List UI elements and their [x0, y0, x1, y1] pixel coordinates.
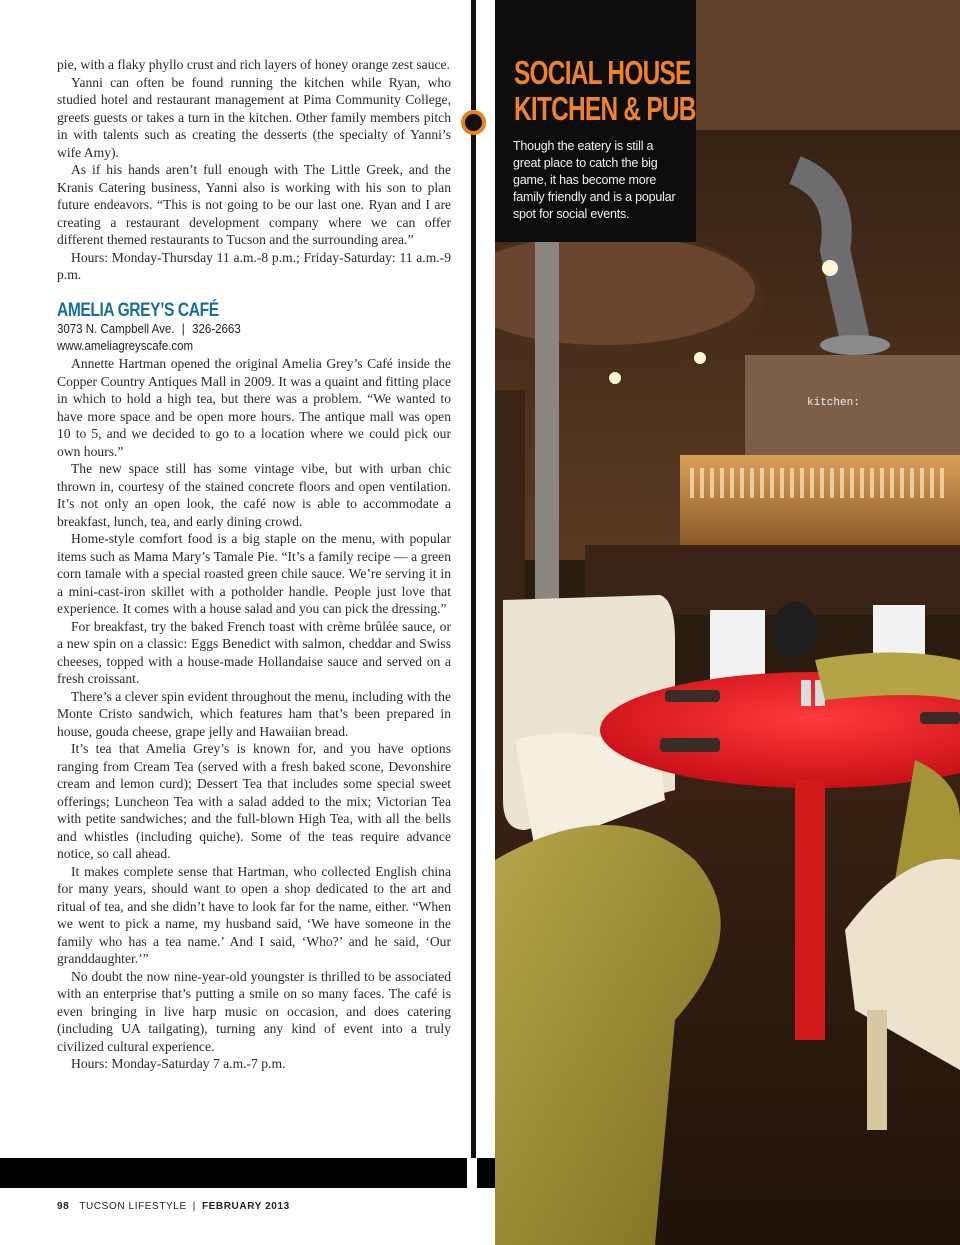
caption-title-line: SOCIAL HOUSE — [514, 54, 691, 91]
timeline-line — [471, 0, 476, 110]
article-paragraph: Home-style comfort food is a big staple on the menu, with popular items such as Mama Mary’s Tamale Pie. “It’s a family recipe — a green corn tamale with a special roasted green chile sauce. We’re serving it in a mini-cast-iron skillet with a potholder handle. People just love that experience. It comes with a house salad and you can pick the dressing.” — [57, 531, 451, 616]
contact-line — [57, 321, 419, 338]
article-column — [57, 56, 451, 1073]
article-paragraph: Annette Hartman opened the original Amelia Grey’s Café inside the Copper Country Antiques Mall in 2009. It was a quaint and fitting place in which to hold a high tea, but there was a problem. “We wanted to have more space and be open more hours. The antique mall was open 10 to 5, and we decided to go to a location where we could pick our own hours.” — [57, 356, 451, 459]
article-paragraph: Hours: Monday-Saturday 7 a.m.-7 p.m. — [71, 1056, 286, 1071]
caption-title — [514, 54, 696, 127]
caption-text: Though the eatery is still a great place to catch the big game, it has become more family friendly and is a popular spot for social events. — [513, 139, 676, 221]
article-paragraph: It’s tea that Amelia Grey’s is known for, and you have options ranging from Cream Tea (served with a fresh baked scone, Devonshire cream and lemon curd); Dessert Tea that includes some special sweet offerings; Luncheon Tea with a salad added to the mix; Victorian Tea with petite sandwiches; and the full-blown High Tea, with all the bells and whistles (including quiche). Some of the teas require advance notice, so call ahead. — [57, 741, 451, 861]
article-paragraph: For breakfast, try the baked French toast with crème brûlée sauce, or a new spin on a classic: Eggs Benedict with salmon, cheddar and Swiss cheeses, topped with a house-made Hollandaise sauce and served on a fresh croissant. — [57, 618, 451, 686]
article-paragraph: Hours: Monday-Thursday 11 a.m.-8 p.m.; Friday-Saturday: 11 a.m.-9 p.m. — [57, 249, 451, 282]
bottom-bar-stub — [477, 1158, 495, 1188]
address: 3073 N. Campbell Ave. — [57, 322, 175, 336]
timeline-line — [471, 122, 476, 1158]
article-paragraph: Yanni can often be found running the kitchen while Ryan, who studied hotel and restaurant management at Pima Community College, greets guests or takes a turn in the kitchen. Other family members pitch in with talents such as creating the desserts (the specialty of Yanni’s wife Amy). — [57, 74, 451, 160]
page-footer — [57, 1201, 290, 1212]
section-heading: AMELIA GREY’S CAFÉ — [57, 299, 219, 321]
separator: | — [192, 1201, 196, 1212]
article-paragraph: It makes complete sense that Hartman, who collected English china for many years, should want to open a shop dedicated to the art and ritual of tea, and she didn’t have to look far for the name, either. “When we went to pick a name, my husband said, ‘We have someone in the family who has a tea name.’ And I said, ‘Who?’ and he said, ‘Our granddaughter.’” — [57, 863, 451, 966]
separator: | — [181, 322, 185, 336]
timeline-dot-icon — [461, 110, 486, 135]
magazine-name: TUCSON LIFESTYLE — [79, 1201, 187, 1212]
bottom-bar — [0, 1158, 467, 1188]
caption-title-line: KITCHEN & PUB — [514, 90, 696, 127]
kitchen-wall-text: kitchen: — [807, 397, 860, 409]
article-paragraph: There’s a clever spin evident throughout the menu, including with the Monte Cristo sandwich, which features ham that’s been prepared in house, gouda cheese, grape jelly and Hawaiian bread. — [57, 688, 451, 739]
article-paragraph: As if his hands aren’t full enough with The Little Greek, and the Kranis Catering business, Yanni also is working with his son to plan future endeavors. “This is not going to be our last one. Ryan and I are creating a restaurant development company where we can offer different themed restaurants to Tucson and the surrounding area.” — [57, 162, 451, 247]
article-paragraph: No doubt the now nine-year-old youngster is thrilled to be associated with an enterprise that’s putting a smile on so many faces. The café is even bringing in live harp music on occasion, and does catering (including UA tailgating), turning any kind of event into a truly civilized cultural experience. — [57, 968, 451, 1054]
phone-number: 326-2663 — [192, 322, 241, 336]
article-paragraph: pie, with a flaky phyllo crust and rich layers of honey orange zest sauce. — [57, 57, 450, 72]
page-number: 98 — [57, 1201, 70, 1212]
article-paragraph: The new space still has some vintage vibe, but with urban chic thrown in, courtesy of the stained concrete floors and open ventilation. It’s not only an open look, the café now is able to accommodate a breakfast, lunch, tea, and early dining crowd. — [57, 461, 451, 529]
issue-date: FEBRUARY 2013 — [201, 1201, 290, 1212]
website-link[interactable]: www.ameliagreyscafe.com — [57, 339, 194, 353]
